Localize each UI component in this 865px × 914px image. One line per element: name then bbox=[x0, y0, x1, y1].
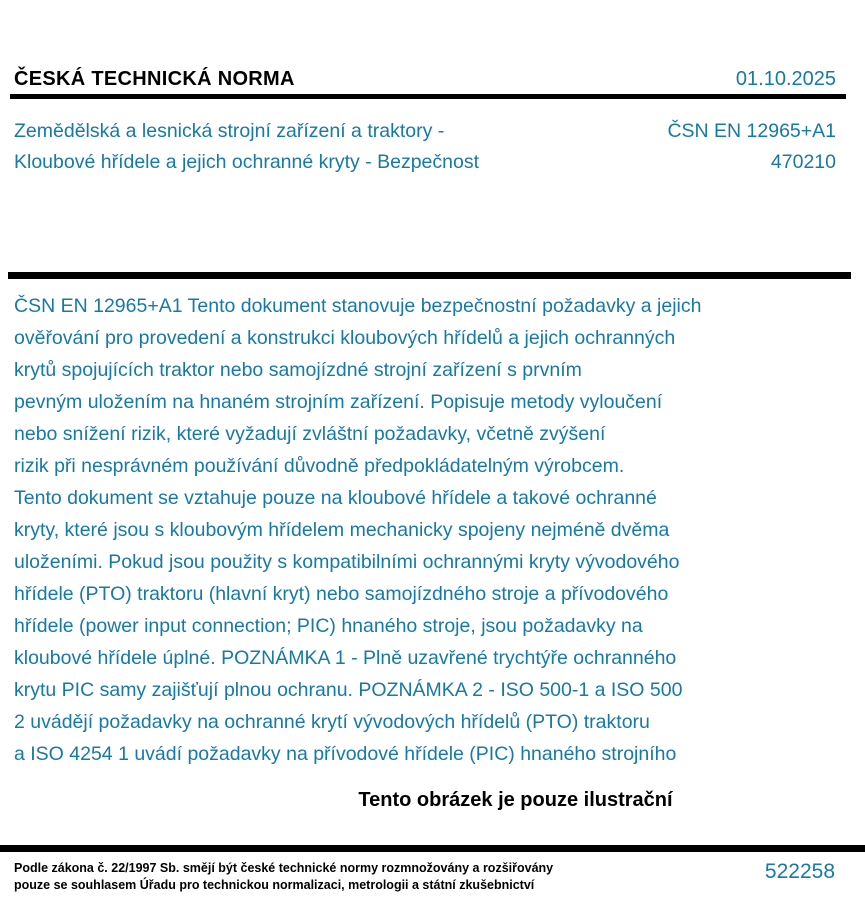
abstract-line: Tento dokument se vztahuje pouze na kloubové hřídele a takové ochranné bbox=[14, 487, 657, 509]
abstract-line: ČSN EN 12965+A1 Tento dokument stanovuje bezpečnostní požadavky a jejich bbox=[14, 295, 702, 317]
standard-title-line1: Zemědělská a lesnická strojní zařízení a traktory - bbox=[14, 120, 445, 142]
abstract-line: ověřování pro provedení a konstrukci kloubových hřídelů a jejich ochranných bbox=[14, 327, 676, 349]
abstract-line: nebo snížení rizik, které vyžadují zvláštní požadavky, včetně zvýšení bbox=[14, 423, 606, 445]
standard-identifiers bbox=[667, 116, 836, 178]
footer-rule bbox=[0, 845, 865, 852]
page-header bbox=[14, 68, 836, 91]
order-number: 522258 bbox=[764, 860, 835, 883]
illustration-notice-wrap bbox=[0, 789, 865, 812]
standard-title-line2: Kloubové hřídele a jejich ochranné kryty - Bezpečnost bbox=[14, 151, 480, 173]
abstract-line: kryty, které jsou s kloubovým hřídelem mechanicky spojeny nejméně dvěma bbox=[14, 519, 670, 541]
abstract-line: a ISO 4254 1 uvádí požadavky na přívodové hřídele (PIC) hnaného strojního bbox=[14, 743, 677, 765]
header-rule bbox=[10, 94, 846, 99]
standard-code: ČSN EN 12965+A1 bbox=[667, 120, 836, 142]
abstract-line: hřídele (PTO) traktoru (hlavní kryt) nebo samojízdného stroje a přívodového bbox=[14, 583, 669, 605]
abstract-line: pevným uložením na hnaném strojním zařízení. Popisuje metody vyloučení bbox=[14, 391, 663, 413]
publication-date: 01.10.2025 bbox=[735, 68, 836, 90]
abstract-line: hřídele (power input connection; PIC) hnaného stroje, jsou požadavky na bbox=[14, 615, 643, 637]
abstract-line: kloubové hřídele úplné. POZNÁMKA 1 - Plně uzavřené trychtýře ochranného bbox=[14, 647, 677, 669]
abstract-line: uloženími. Pokud jsou použity s kompatibilními ochrannými kryty vývodového bbox=[14, 551, 680, 573]
abstract-line: krytu PIC samy zajišťují plnou ochranu. POZNÁMKA 2 - ISO 500-1 a ISO 500 bbox=[14, 679, 683, 701]
abstract-text bbox=[14, 290, 845, 770]
page-footer bbox=[14, 860, 835, 894]
legal-notice bbox=[14, 860, 553, 894]
org-title: ČESKÁ TECHNICKÁ NORMA bbox=[14, 68, 295, 90]
abstract-line: 2 uvádějí požadavky na ochranné krytí vývodových hřídelů (PTO) traktoru bbox=[14, 711, 650, 733]
abstract-line: rizik při nesprávném používání důvodně předpokládatelným výrobcem. bbox=[14, 455, 625, 477]
standard-class-number: 470210 bbox=[770, 151, 836, 173]
illustration-notice: Tento obrázek je pouze ilustrační bbox=[358, 789, 673, 811]
abstract-line: krytů spojujících traktor nebo samojízdné strojní zařízení s prvním bbox=[14, 359, 582, 381]
abstract-top-rule bbox=[8, 272, 851, 279]
standard-title-block bbox=[14, 116, 836, 178]
legal-notice-line1: Podle zákona č. 22/1997 Sb. smějí být české technické normy rozmnožovány a rozšiřovány bbox=[14, 861, 554, 875]
standard-title bbox=[14, 116, 479, 178]
legal-notice-line2: pouze se souhlasem Úřadu pro technickou normalizaci, metrologii a státní zkušebnictví bbox=[14, 878, 535, 892]
